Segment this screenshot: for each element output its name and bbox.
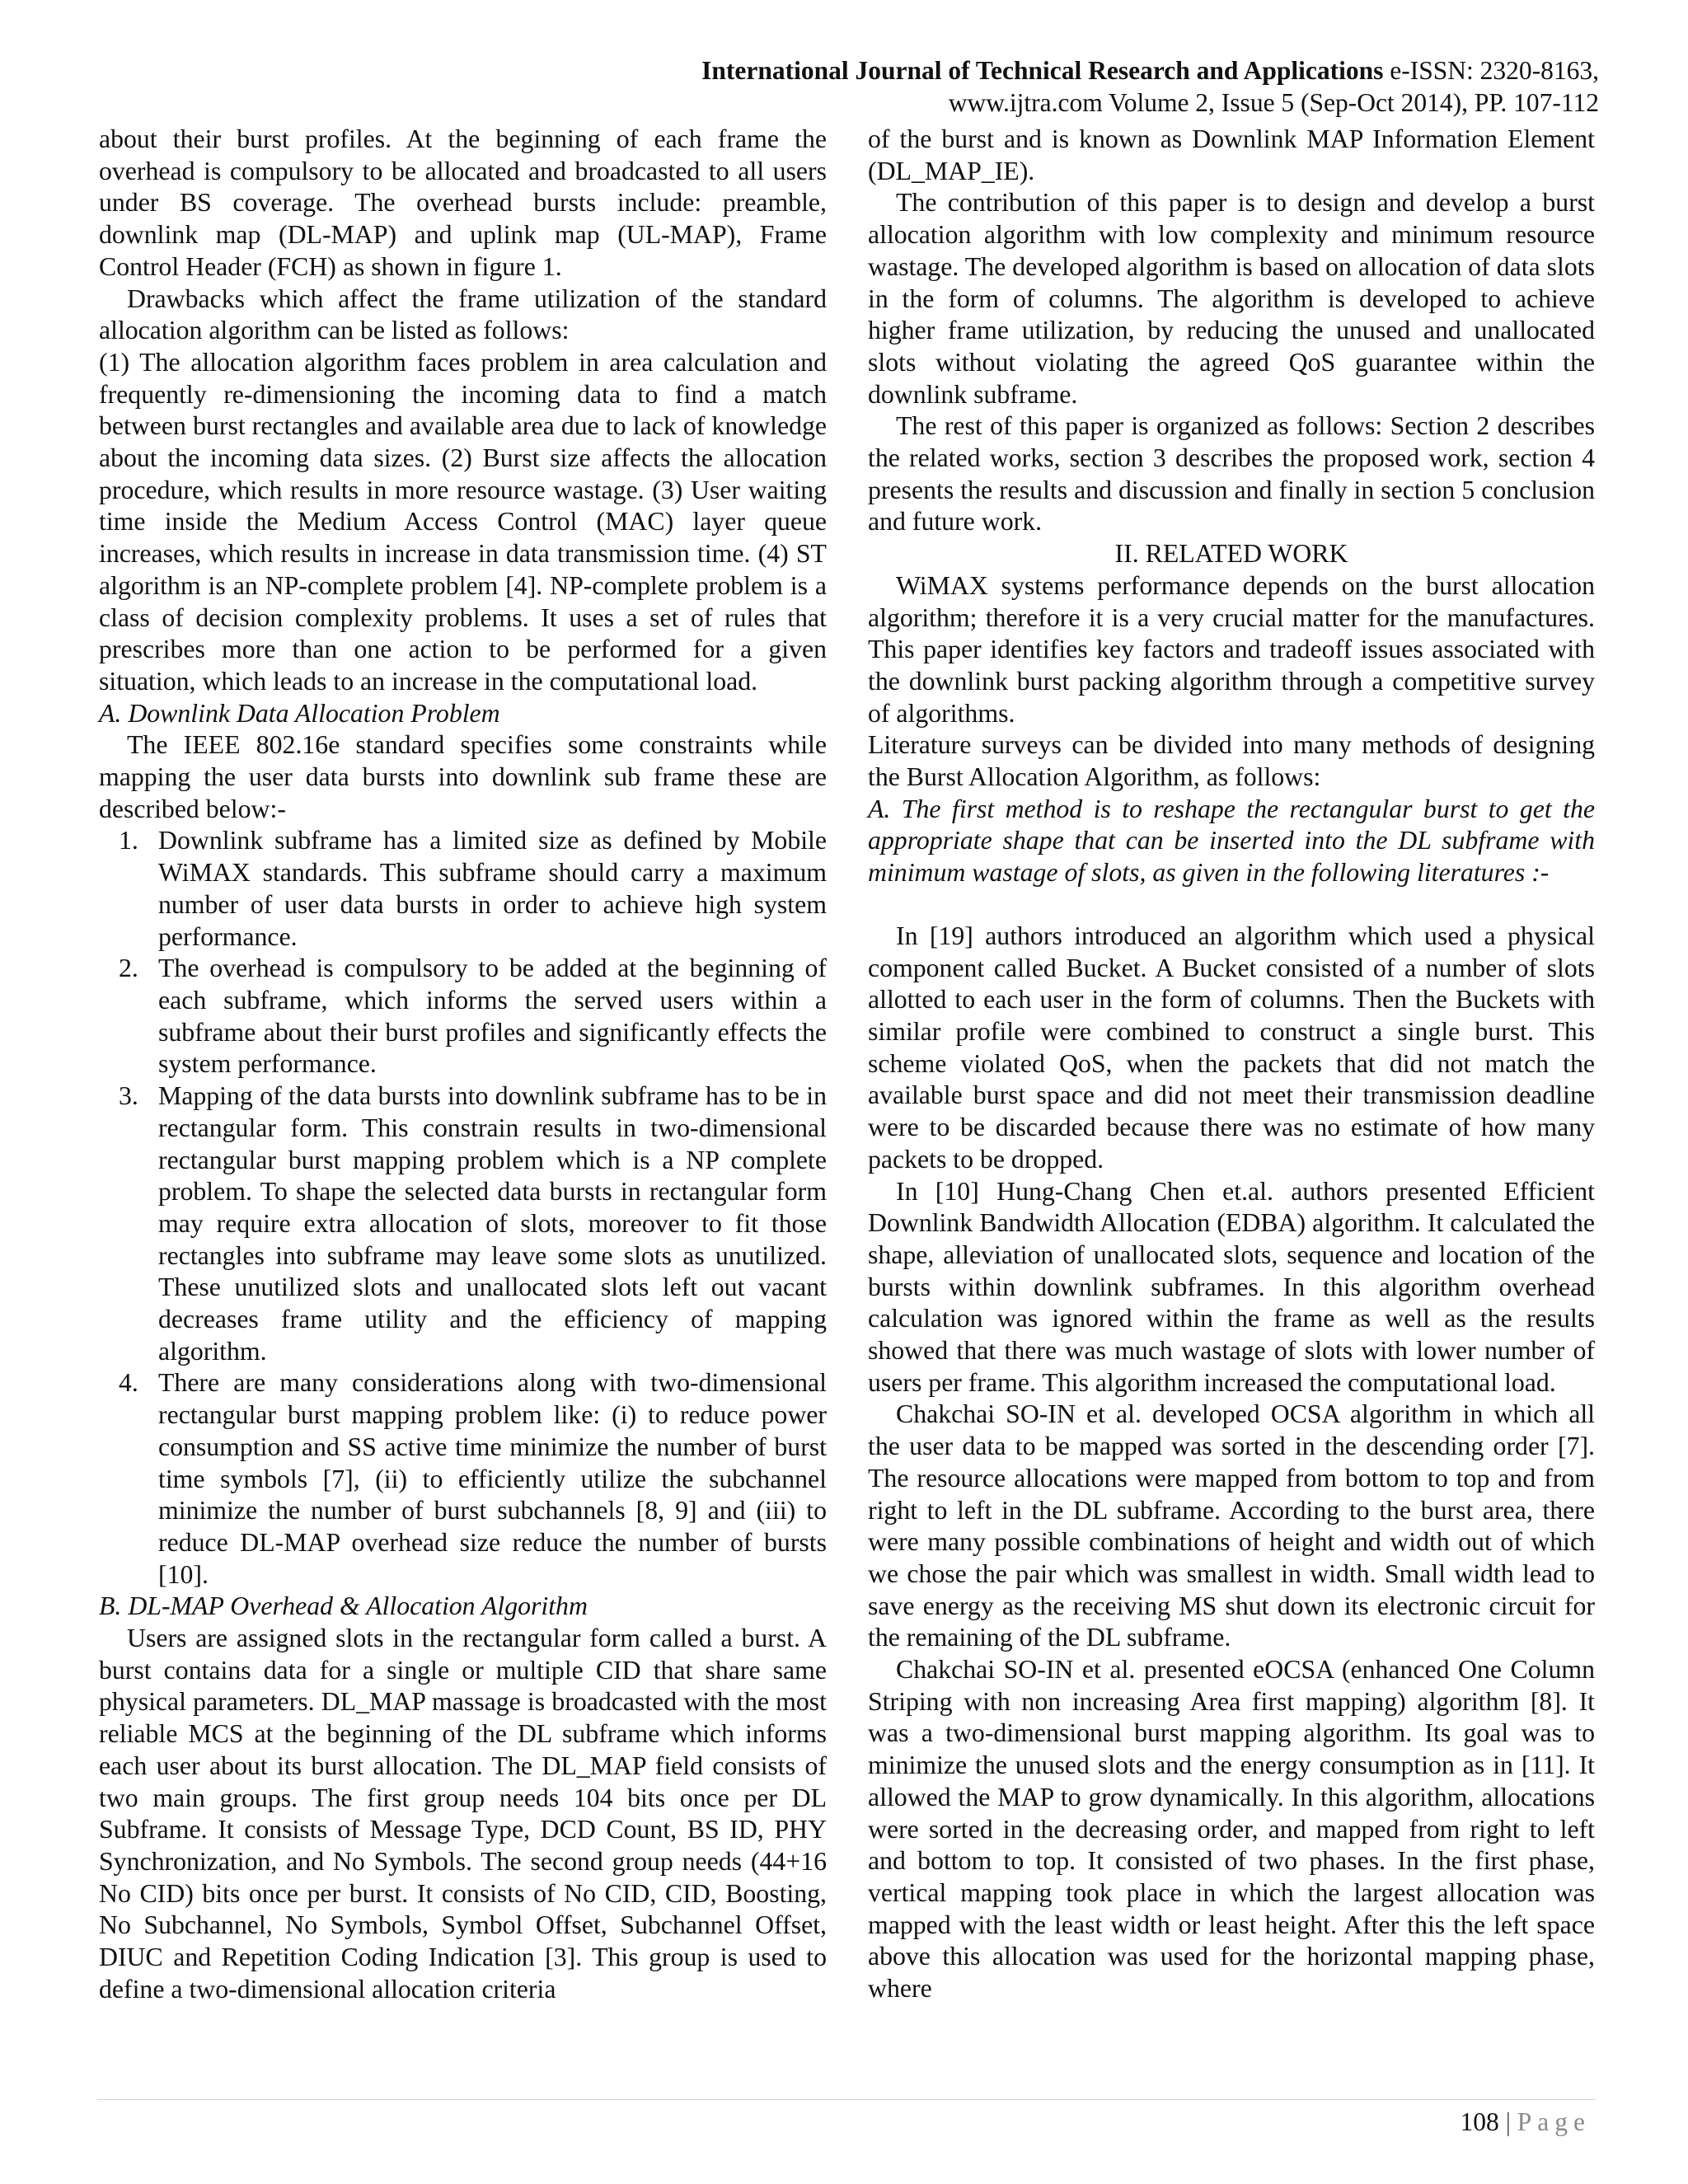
paragraph: Chakchai SO-IN et al. developed OCSA algorithm in which all the user data to be mapped was sorted in the descending order [7]. The resource allocations were mapped from bottom to top and from right to left in the DL subframe. According to the burst area, there were many possible combinations of height and width out of which we chose the pair which was smallest in width. Small width lead to save energy as the receiving MS shut down its electronic circuit for the remaining of the DL subframe. — [868, 1399, 1595, 1652]
paragraph: Literature surveys can be divided into many methods of designing the Burst Allocation Algorithm, as follows: — [868, 730, 1595, 792]
list-text: There are many considerations along with two-dimensional rectangular burst mapping problem like: (i) to reduce power consumption and SS active time minimize the number of burst time symbols [7], (ii) to efficiently utilize the subchannel minimize the number of burst subchannels [8, 9] and (iii) to reduce DL-MAP overhead size reduce the number of bursts [10]. — [158, 1368, 827, 1589]
page-number: 108 — [1460, 2107, 1499, 2136]
paragraph: The rest of this paper is organized as follows: Section 2 describes the related works, section 3 describes the proposed work, section 4 presents the results and discussion and finally in section 5 conclusion and future work. — [868, 411, 1595, 537]
list-item — [99, 1080, 827, 1367]
subsection-heading-a: A. Downlink Data Allocation Problem — [99, 698, 500, 728]
section-heading: II. RELATED WORK — [1114, 539, 1348, 569]
list-text: Mapping of the data bursts into downlink subframe has to be in rectangular form. This constrain results in two-dimensional rectangular burst mapping problem which is a NP complete problem. To shape the selected data bursts in rectangular form may require extra allocation of slots, moreover to fit those rectangles into subframe may leave some slots as unutilized. These unutilized slots and unallocated slots left out vacant decreases frame utility and the efficiency of mapping algorithm. — [158, 1081, 827, 1366]
journal-volume-line: www.ijtra.com Volume 2, Issue 5 (Sep-Oct 2014), PP. 107-112 — [948, 88, 1599, 117]
right-column — [868, 124, 1595, 2005]
paragraph: Chakchai SO-IN et al. presented eOCSA (enhanced One Column Striping with non increasing Area first mapping) algorithm [8]. It was a two-dimensional burst mapping algorithm. Its goal was to minimize the unused slots and the energy consumption as in [11]. It allowed the MAP to grow dynamically. In this algorithm, allocations were sorted in the decreasing order, and mapped from right to left and bottom to top. It consisted of two phases. In the first phase, vertical mapping took place in which the largest allocation was mapped with the least width or least height. After this the left space above this allocation was used for the horizontal mapping phase, where — [868, 1655, 1595, 2004]
list-item — [99, 953, 827, 1080]
page-label: Page — [1517, 2107, 1591, 2136]
footer-divider — [97, 2099, 1596, 2100]
list-item — [99, 825, 827, 953]
left-column — [99, 124, 827, 2005]
paragraph: Drawbacks which affect the frame utilization of the standard allocation algorithm can be listed as follows: — [99, 284, 827, 345]
journal-name: International Journal of Technical Research and Applications — [701, 56, 1384, 85]
issn: e-ISSN: 2320-8163, — [1390, 56, 1599, 85]
journal-title-line — [701, 54, 1599, 87]
footer-separator: | — [1505, 2107, 1511, 2136]
spacer — [868, 889, 1595, 921]
paragraph: about their burst profiles. At the beginning of each frame the overhead is compulsory to be allocated and broadcasted to all users under BS coverage. The overhead bursts include: preamble, downlink map (DL-MAP) and uplink map (UL-MAP), Frame Control Header (FCH) as shown in figure 1. — [99, 124, 827, 281]
subsection-heading-b: B. DL-MAP Overhead & Allocation Algorithm — [99, 1591, 588, 1621]
list-text: The overhead is compulsory to be added at the beginning of each subframe, which informs the served users within a subframe about their burst profiles and significantly effects the system performance. — [158, 954, 827, 1079]
list-number: 3. — [119, 1081, 138, 1111]
list-number: 2. — [119, 954, 138, 983]
list-number: 4. — [119, 1368, 138, 1398]
page-footer — [1460, 2107, 1591, 2137]
constraints-list — [99, 825, 827, 1591]
subsection-heading-a-right: A. The first method is to reshape the rectangular burst to get the appropriate shape that can be inserted into the DL subframe with minimum wastage of slots, as given in the following literatures :- — [868, 794, 1595, 888]
paragraph: of the burst and is known as Downlink MAP Information Element (DL_MAP_IE). — [868, 124, 1595, 185]
paragraph: The IEEE 802.16e standard specifies some constraints while mapping the user data bursts into downlink sub frame these are described below:- — [99, 730, 827, 823]
paragraph: (1) The allocation algorithm faces problem in area calculation and frequently re-dimensioning the incoming data to find a match between burst rectangles and available area due to lack of knowledge about the incoming data sizes. (2) Burst size affects the allocation procedure, which results in more resource wastage. (3) User waiting time inside the Medium Access Control (MAC) layer queue increases, which results in increase in data transmission time. (4) ST algorithm is an NP-complete problem [4]. NP-complete problem is a class of decision complexity problems. It uses a set of rules that prescribes more than one action to be performed for a given situation, which leads to an increase in the computational load. — [99, 347, 827, 696]
paragraph: Users are assigned slots in the rectangular form called a burst. A burst contains data for a single or multiple CID that share same physical parameters. DL_MAP massage is broadcasted with the most reliable MCS at the beginning of the DL subframe which informs each user about its burst allocation. The DL_MAP field consists of two main groups. The first group needs 104 bits once per DL Subframe. It consists of Message Type, DCD Count, BS ID, PHY Synchronization, and No Symbols. The second group needs (44+16 No CID) bits once per burst. It consists of No CID, CID, Boosting, No Subchannel, No Symbols, Symbol Offset, Subchannel Offset, DIUC and Repetition Coding Indication [3]. This group is used to define a two-dimensional allocation criteria — [99, 1624, 827, 2004]
list-text: Downlink subframe has a limited size as defined by Mobile WiMAX standards. This subframe should carry a maximum number of user data bursts in order to achieve high system performance. — [158, 826, 827, 951]
running-header — [701, 54, 1599, 119]
paragraph: The contribution of this paper is to design and develop a burst allocation algorithm with low complexity and minimum resource wastage. The developed algorithm is based on allocation of data slots in the form of columns. The algorithm is developed to achieve higher frame utilization, by reducing the unused and unallocated slots without violating the agreed QoS guarantee within the downlink subframe. — [868, 188, 1595, 409]
list-number: 1. — [119, 826, 138, 855]
paragraph: In [10] Hung-Chang Chen et.al. authors presented Efficient Downlink Bandwidth Allocation (EDBA) algorithm. It calculated the shape, alleviation of unallocated slots, sequence and location of the bursts within downlink subframes. In this algorithm overhead calculation was ignored within the frame as well as the results showed that there was much wastage of slots with lower number of users per frame. This algorithm increased the computational load. — [868, 1176, 1595, 1397]
paragraph: In [19] authors introduced an algorithm which used a physical component called Bucket. A Bucket consisted of a number of slots allotted to each user in the form of columns. Then the Buckets with similar profile were combined to construct a single burst. This scheme violated QoS, when the packets that did not match the available burst space and did not meet their transmission deadline were to be discarded because there was no estimate of how many packets to be dropped. — [868, 921, 1595, 1174]
list-item — [99, 1367, 827, 1591]
paragraph: WiMAX systems performance depends on the burst allocation algorithm; therefore it is a very crucial matter for the manufactures. This paper identifies key factors and tradeoff issues associated with the downlink burst packing algorithm through a competitive survey of algorithms. — [868, 570, 1595, 728]
